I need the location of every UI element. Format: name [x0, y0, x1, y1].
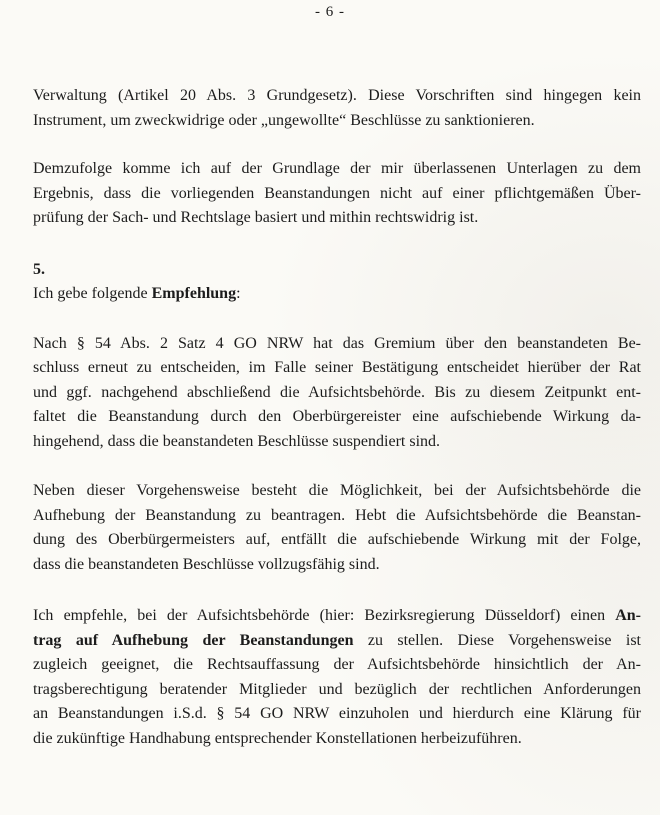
text-line: schluss erneut zu entscheiden, im Falle seiner Bestätigung entscheidet hierüber der Rat	[33, 359, 641, 376]
text-line: die zukünftige Handhabung entsprechender Konstellationen herbeizuführen.	[33, 729, 522, 747]
text-segment: Ich empfehle, bei der Aufsichtsbehörde (hier: Bezirksregierung Düsseldorf) einen	[33, 607, 616, 624]
text-line: und ggf. nachgehend abschließend die Aufsichtsbehörde. Bis zu diesem Zeitpunkt ent-	[33, 383, 641, 401]
text-segment-bold: An-	[615, 607, 641, 624]
text-line: Ergebnis, dass die vorliegenden Beanstandungen nicht auf einer pflichtgemäßen Über-	[33, 184, 641, 202]
page-number: - 6 -	[315, 4, 345, 20]
text-segment: zu stellen. Diese Vorgehensweise ist	[353, 631, 641, 649]
paragraph-recommendation	[33, 604, 641, 751]
text-line: tragsberechtigung beratender Mitglieder und bezüglich der rechtlichen Anforderungen	[33, 680, 641, 698]
section-intro	[33, 282, 641, 307]
text-line: Neben dieser Vorgehensweise besteht die Möglichkeit, bei der Aufsichtsbehörde die	[33, 482, 641, 499]
paragraph-conclusion	[33, 157, 641, 231]
text-line: prüfung der Sach- und Rechtslage basiert und mithin rechtswidrig ist.	[33, 209, 479, 226]
text-segment-bold: trag auf Aufhebung der Beanstandungen	[33, 631, 354, 649]
section-intro-suffix: :	[236, 285, 241, 302]
section-number: 5.	[33, 260, 45, 278]
paragraph-alternative	[33, 479, 641, 577]
text-line: dass die beanstandeten Beschlüsse vollzugsfähig sind.	[33, 555, 380, 573]
text-line: hingehend, dass die beanstandeten Beschlüsse suspendiert sind.	[33, 432, 441, 450]
text-line: an Beanstandungen i.S.d. § 54 GO NRW einzuholen und hierdurch eine Klärung für	[33, 705, 641, 722]
paragraph-legal-basis	[33, 84, 641, 133]
section-intro-prefix: Ich gebe folgende	[33, 285, 152, 302]
text-line: Verwaltung (Artikel 20 Abs. 3 Grundgesetz). Diese Vorschriften sind hingegen kein	[33, 87, 641, 104]
text-line	[33, 629, 641, 654]
text-line: Instrument, um zweckwidrige oder „ungewollte“ Beschlüsse zu sanktionieren.	[33, 111, 535, 129]
text-line: faltet die Beanstandung durch den Oberbürgereister eine aufschiebende Wirkung da-	[33, 408, 641, 425]
text-line: Demzufolge komme ich auf der Grundlage der mir überlassenen Unterlagen zu dem	[33, 160, 641, 177]
text-line: zugleich geeignet, die Rechtsauffassung der Aufsichtsbehörde hinsichtlich der An-	[33, 656, 641, 673]
text-line: Aufhebung der Beanstandung zu beantragen. Hebt die Aufsichtsbehörde die Beanstan-	[33, 506, 641, 524]
text-line	[33, 604, 641, 629]
section-intro-bold: Empfehlung	[151, 285, 237, 302]
text-line: Nach § 54 Abs. 2 Satz 4 GO NRW hat das Gremium über den beanstandeten Be-	[33, 334, 641, 352]
document-body	[33, 84, 641, 751]
text-line: dung des Oberbürgermeisters auf, entfällt die aufschiebende Wirkung mit der Folge,	[33, 531, 641, 548]
paragraph-procedure	[33, 332, 641, 455]
